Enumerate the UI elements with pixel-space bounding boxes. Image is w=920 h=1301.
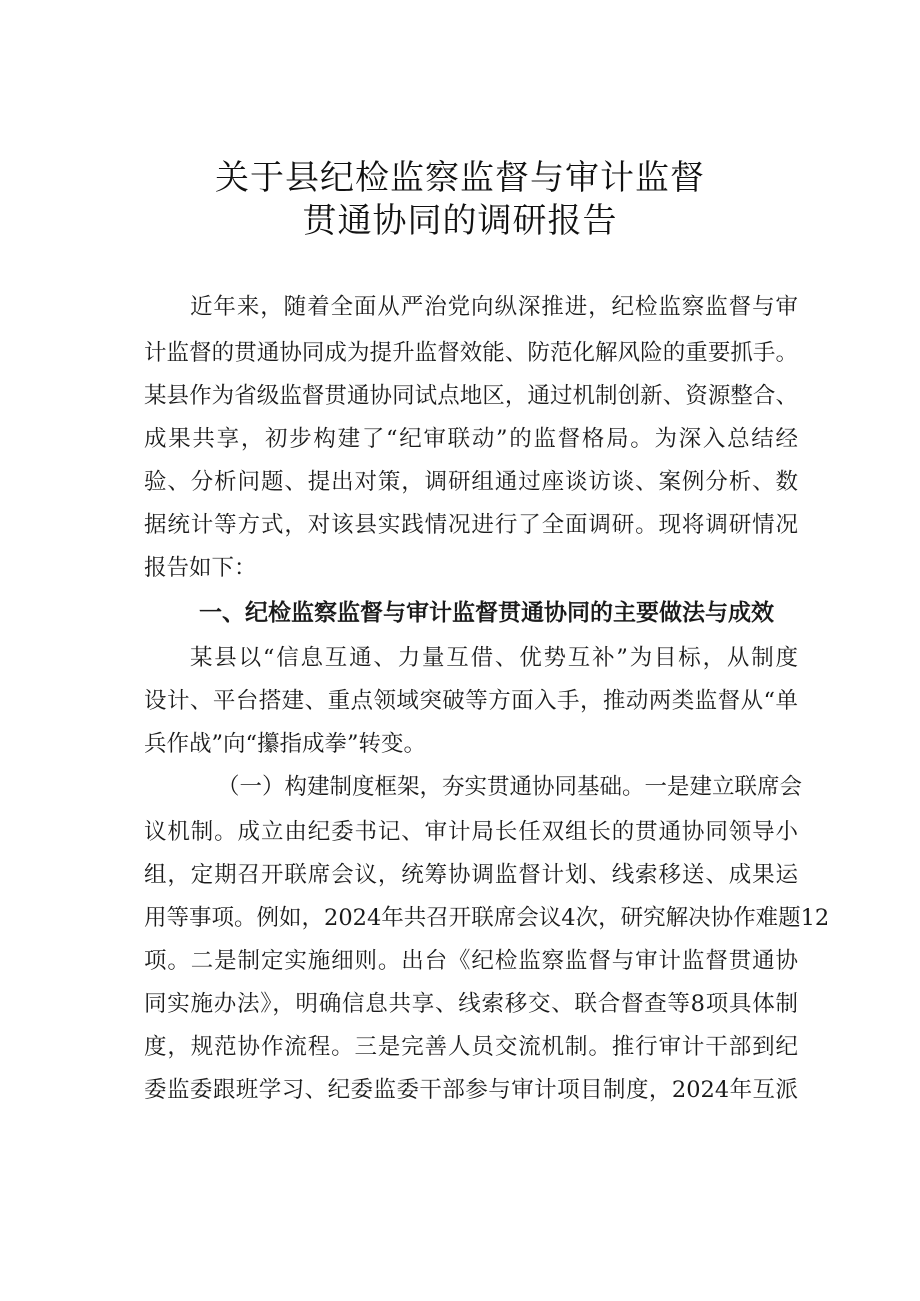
paragraph-line: 设计、平台搭建、重点领域突破等方面入手，推动两类监督从“单 <box>144 688 798 714</box>
paragraph-line: 近年来，随着全面从严治党向纵深推进，纪检监察监督与审 <box>190 294 798 320</box>
paragraph-line: 某县以“信息互通、力量互借、优势互补”为目标，从制度 <box>190 645 798 671</box>
paragraph-line: 据统计等方式，对该县实践情况进行了全面调研。现将调研情况 <box>144 512 798 538</box>
paragraph-line: 委监委跟班学习、纪委监委干部参与审计项目制度，2024年互派 <box>144 1077 798 1103</box>
paragraph-line: 报告如下： <box>144 555 257 581</box>
paragraph-line: 成果共享，初步构建了“纪审联动”的监督格局。为深入总结经 <box>144 426 798 452</box>
paragraph-line: 组，定期召开联席会议，统筹协调监督计划、线索移送、成果运 <box>144 862 798 888</box>
paragraph-line: 度，规范协作流程。三是完善人员交流机制。推行审计干部到纪 <box>144 1034 798 1060</box>
paragraph-line: 兵作战”向“攥指成拳”转变。 <box>144 731 427 757</box>
paragraph-line: （一）构建制度框架，夯实贯通协同基础。一是建立联席会 <box>217 774 803 800</box>
paragraph-line: 验、分析问题、提出对策，调研组通过座谈访谈、案例分析、数 <box>144 469 798 495</box>
paragraph-line: 项。二是制定实施细则。出台《纪检监察监督与审计监督贯通协 <box>144 948 798 974</box>
paragraph-line: 议机制。成立由纪委书记、审计局长任双组长的贯通协同领导小 <box>144 819 798 845</box>
document-title-line-1: 关于县纪检监察监督与审计监督 <box>215 158 705 198</box>
section-heading: 一、纪检监察监督与审计监督贯通协同的主要做法与成效 <box>199 600 774 626</box>
paragraph-line: 某县作为省级监督贯通协同试点地区，通过机制创新、资源整合、 <box>144 383 798 409</box>
paragraph-line: 用等事项。例如，2024年共召开联席会议4次，研究解决协作难题12 <box>144 905 830 931</box>
paragraph-line: 同实施办法》，明确信息共享、线索移交、联合督查等8项具体制 <box>144 991 798 1017</box>
document-title-line-2: 贯通协同的调研报告 <box>302 201 618 241</box>
paragraph-line: 计监督的贯通协同成为提升监督效能、防范化解风险的重要抓手。 <box>144 340 798 366</box>
